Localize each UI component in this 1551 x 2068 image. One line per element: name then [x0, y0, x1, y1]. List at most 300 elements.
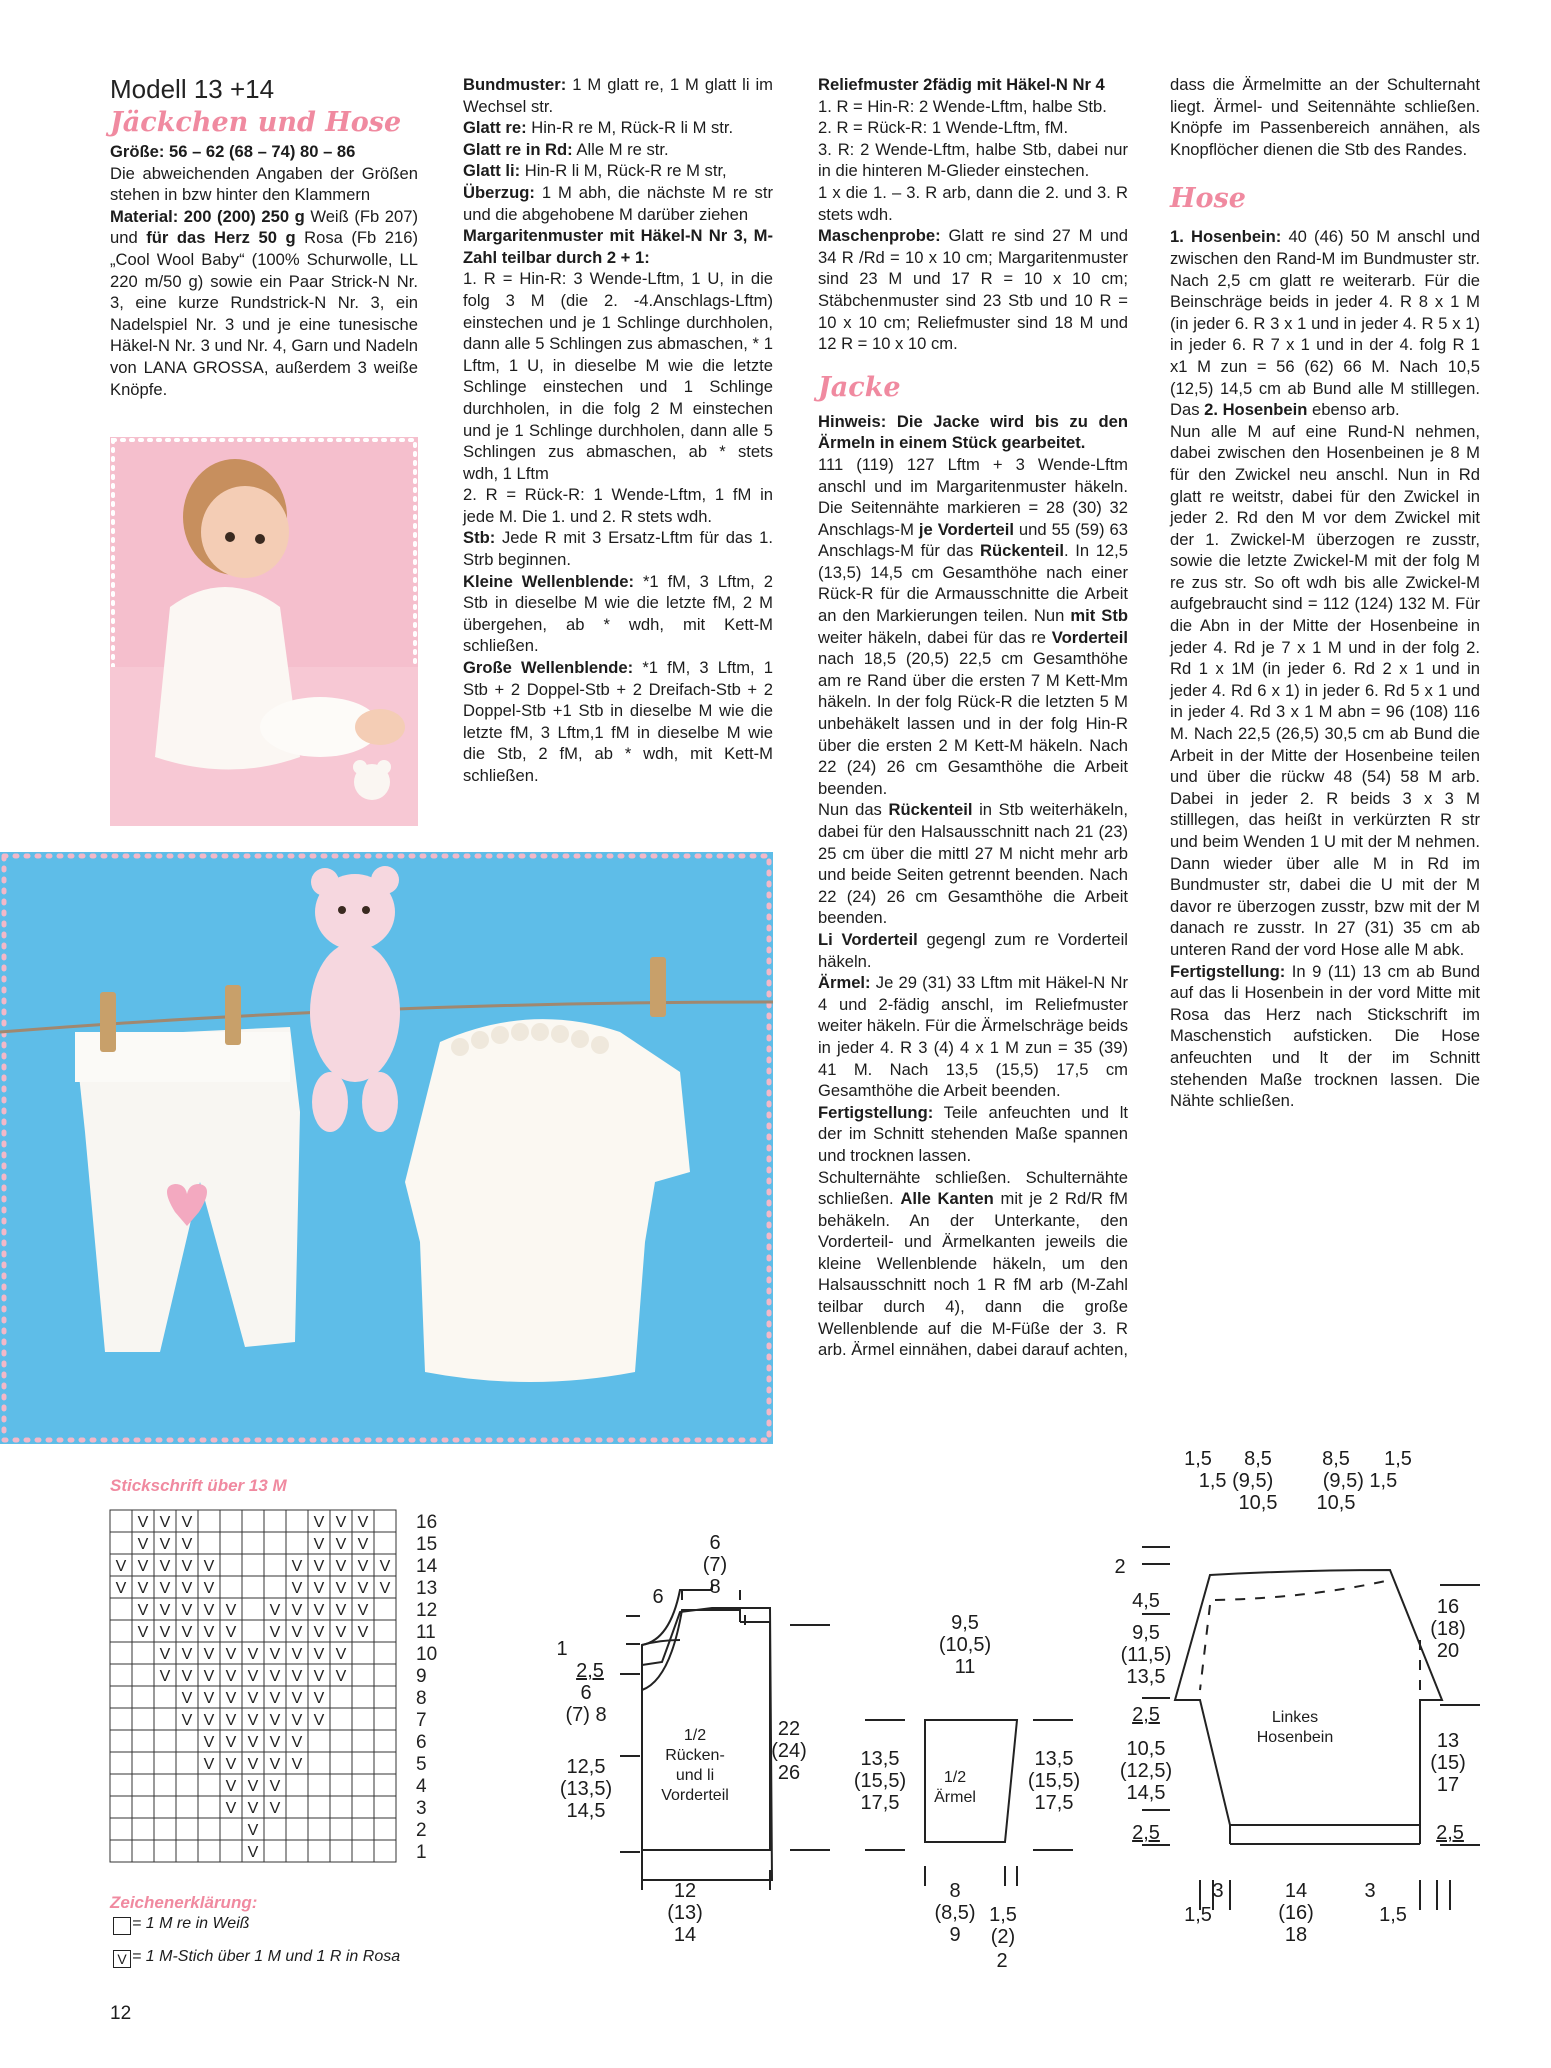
- material-heart: für das Herz 50 g: [146, 228, 296, 248]
- rueckenteil-text-1: Nun das: [818, 800, 889, 820]
- chart-cell: [264, 1840, 286, 1862]
- ueberzug-label: Überzug:: [463, 182, 535, 202]
- chart-cell: [220, 1840, 242, 1862]
- bundmuster-text: 1 M glatt re, 1 M glatt li im Wechsel str.: [463, 75, 773, 116]
- chart-stitch-mark: V: [247, 1756, 259, 1773]
- chart-cell: [110, 1752, 132, 1774]
- chart-stitch-mark: V: [203, 1624, 215, 1641]
- chart-stitch-mark: V: [225, 1712, 237, 1729]
- chart-stitch-mark: V: [247, 1668, 259, 1685]
- chart-stitch-mark: V: [313, 1580, 325, 1597]
- pattern-subtitle: Jäckchen und Hose: [110, 107, 402, 138]
- chart-cell: [374, 1620, 396, 1642]
- chart-cell: [110, 1774, 132, 1796]
- sleeve-left-height: 13,5 (15,5) 17,5: [853, 1748, 907, 1814]
- instructions-column-3: [818, 74, 1128, 1361]
- chart-stitch-mark: V: [269, 1734, 281, 1751]
- chart-cell: [110, 1510, 132, 1532]
- chart-row-number: 15: [416, 1534, 438, 1555]
- pants-left-f: 2,5: [1132, 1822, 1160, 1844]
- chart-cell: [132, 1642, 154, 1664]
- chart-cell: [198, 1796, 220, 1818]
- aermel-label: Ärmel:: [818, 973, 871, 993]
- hosenbein-label: 1. Hosenbein:: [1170, 227, 1282, 247]
- chart-row-number: 2: [416, 1820, 427, 1841]
- chart-stitch-mark: V: [357, 1624, 369, 1641]
- chart-stitch-mark: V: [335, 1514, 347, 1531]
- chart-cell: [198, 1818, 220, 1840]
- chart-stitch-mark: V: [247, 1822, 259, 1839]
- chart-cell: [352, 1730, 374, 1752]
- chart-cell: [110, 1686, 132, 1708]
- pants-left-e: 10,5 (12,5) 14,5: [1119, 1738, 1173, 1804]
- chart-stitch-mark: V: [313, 1536, 325, 1553]
- hinweis-label: Hinweis: Die Jacke wird bis zu den Ärmeln in einem Stück gearbeitet.: [818, 411, 1128, 453]
- clothesline-photo: [0, 852, 773, 1444]
- chart-stitch-mark: V: [335, 1646, 347, 1663]
- chart-cell: [286, 1510, 308, 1532]
- chart-cell: [352, 1774, 374, 1796]
- chart-stitch-mark: V: [225, 1800, 237, 1817]
- chart-cell: [286, 1818, 308, 1840]
- chart-stitch-mark: V: [247, 1778, 259, 1795]
- reliefmuster-row1: 1. R = Hin-R: 2 Wende-Lftm, halbe Stb.: [818, 96, 1107, 116]
- chart-cell: [176, 1818, 198, 1840]
- chart-cell: [242, 1620, 264, 1642]
- clothesline-illustration: [0, 852, 773, 1444]
- jacke-text-3: . In 12,5 (13,5) 14,5 cm Gesamthöhe nach einer Rück-R für die Armausschnitte die Arbeit an den Markierungen teilen. Nun: [818, 541, 1129, 626]
- jacke-text-5: nach 18,5 (20,5) 22,5 cm Gesamthöhe am re Rand über die ersten 7 M Kett-Mm häkeln. In der folg Rück-R die letzten 5 M unbehäkelt lassen und in der folg Hin-R über die ersten 2 M Kett-M häkeln. Nach 22 (24) 26 cm Gesamthöhe die Arbeit beenden.: [818, 649, 1128, 798]
- back-neck-depth-2: 2,5: [576, 1660, 604, 1682]
- chart-cell: [154, 1774, 176, 1796]
- chart-row-number: 13: [416, 1578, 438, 1599]
- chart-stitch-mark: V: [159, 1602, 171, 1619]
- pants-left-d: 2,5: [1132, 1704, 1160, 1726]
- chart-stitch-mark: V: [291, 1558, 303, 1575]
- back-bottom-width: 12 (13) 14: [667, 1880, 703, 1946]
- empty-cell-symbol: [113, 1917, 131, 1935]
- rueckenteil-label-2: Rückenteil: [888, 800, 973, 820]
- glatt-re-rd-text: Alle M re str.: [572, 139, 669, 159]
- chart-stitch-mark: V: [291, 1734, 303, 1751]
- chart-row-number: 7: [416, 1710, 427, 1731]
- chart-cell: [374, 1598, 396, 1620]
- chart-stitch-mark: V: [357, 1536, 369, 1553]
- material-text: Weiß (Fb 207) und: [110, 206, 418, 248]
- sleeve-increase-1: 1,5: [989, 1904, 1017, 1926]
- chart-stitch-mark: V: [159, 1558, 171, 1575]
- margaritenmuster-label: Margaritenmuster mit Häkel-N Nr 3, M-Zahl teilbar durch 2 + 1:: [463, 226, 773, 267]
- chart-stitch-mark: V: [247, 1734, 259, 1751]
- glatt-re-rd-label: Glatt re in Rd:: [463, 139, 573, 159]
- chart-cell: [132, 1730, 154, 1752]
- chart-stitch-mark: V: [313, 1668, 325, 1685]
- chart-cell: [308, 1774, 330, 1796]
- chart-cell: [220, 1532, 242, 1554]
- chart-cell: [176, 1752, 198, 1774]
- pants-top-6: (9,5) 1,5: [1322, 1470, 1398, 1492]
- chart-cell: [330, 1796, 352, 1818]
- chart-stitch-mark: V: [269, 1624, 281, 1641]
- hosenbein-2-text: ebenso arb.: [1307, 400, 1400, 420]
- chart-cell: [110, 1532, 132, 1554]
- chart-cell: [176, 1840, 198, 1862]
- chart-cell: [286, 1774, 308, 1796]
- chart-stitch-mark: V: [247, 1800, 259, 1817]
- chart-cell: [154, 1818, 176, 1840]
- chart-stitch-mark: V: [159, 1646, 171, 1663]
- chart-stitch-mark: V: [225, 1646, 237, 1663]
- reliefmuster-row2: 2. R = Rück-R: 1 Wende-Lftm, fM.: [818, 118, 1069, 138]
- pants-left-a: 2: [1114, 1556, 1126, 1578]
- chart-cell: [330, 1752, 352, 1774]
- chart-stitch-mark: V: [247, 1844, 259, 1861]
- chart-cell: [374, 1664, 396, 1686]
- chart-stitch-mark: V: [313, 1712, 325, 1729]
- chart-cell: [220, 1576, 242, 1598]
- embroidery-chart: [108, 1498, 448, 1868]
- grosse-wellenblende-label: Große Wellenblende:: [463, 658, 634, 678]
- chart-stitch-mark: V: [137, 1602, 149, 1619]
- instructions-column-4: [1170, 74, 1480, 1112]
- back-body-length: 12,5 (13,5) 14,5: [559, 1756, 613, 1822]
- chart-stitch-mark: V: [159, 1668, 171, 1685]
- chart-stitch-mark: V: [291, 1580, 303, 1597]
- chart-stitch-mark: V: [203, 1580, 215, 1597]
- pants-left-c: 9,5 (11,5) 13,5: [1120, 1622, 1172, 1688]
- chart-cell: [198, 1774, 220, 1796]
- chart-cell: [352, 1664, 374, 1686]
- chart-stitch-mark: V: [203, 1690, 215, 1707]
- chart-stitch-mark: V: [225, 1778, 237, 1795]
- chart-cell: [220, 1818, 242, 1840]
- chart-cell: [132, 1752, 154, 1774]
- kanten-text-1: Schulternähte schließen. Schulternähte schließen.: [818, 1167, 1128, 1209]
- chart-stitch-mark: V: [181, 1668, 193, 1685]
- chart-cell: [220, 1510, 242, 1532]
- chart-stitch-mark: V: [291, 1668, 303, 1685]
- pants-bottom-d: 3: [1364, 1880, 1376, 1902]
- baby-photo: [110, 437, 418, 826]
- jacke-heading: Jacke: [818, 371, 901, 403]
- chart-stitch-mark: V: [159, 1580, 171, 1597]
- hose-body-text: Nun alle M auf eine Rund-N nehmen, dabei zwischen den Hosenbeinen je 8 M für den Zwickel neu anschl. Nun in Rd glatt re weitstr, dabei für den Zwickel in jeder 2. Rd den M vor dem Zwickel mit der 1. Zwickel-M überzogen re zusstr, sowie die letzte Zwickel-M mit der folg M re zus str. So oft wdh bis alle Zwickel-M aufgebraucht sind = 112 (124) 132 M. Für die Abn in der Mitte der Hosenbeine in jeder 4. Rd je 7 x 1 M und in der folg 2. Rd 1 x 1M (in jeder 6. Rd 2 x 1 und in jeder 4. Rd 6 x 1) in jeder 6. Rd 5 x 1 und in jeder 4. Rd 3 x 1 M abn = 96 (108) 116 M. Nach 22,5 (26,5) 30,5 cm ab Bund die Arbeit in der Mitte der Hosenbeine teilen und über die rückw 48 (54) 58 M arb. Dabei in jeder 2. R beids 3 x 3 M stilllegen, das heißt in verkürzten R str und beim Wenden 1 U mit der M nehmen. Dann wieder über alle M in Rd im Bundmuster str, dabei die U mit der M davor re überzogen zusstr, bzw mit der M danach re zusstr. In 27 (31) 35 cm ab unteren Rand der vord Hose alle M abk.: [1170, 421, 1480, 959]
- chart-cell: [242, 1532, 264, 1554]
- chart-row-number: 3: [416, 1798, 427, 1819]
- bundmuster-label: Bundmuster:: [463, 75, 567, 94]
- chart-cell: [110, 1664, 132, 1686]
- chart-stitch-mark: V: [181, 1536, 193, 1553]
- chart-cell: [374, 1708, 396, 1730]
- chart-stitch-mark: V: [137, 1514, 149, 1531]
- chart-cell: [330, 1840, 352, 1862]
- sleeve-top-width: 9,5 (10,5) 11: [938, 1612, 992, 1678]
- chart-row-number: 11: [416, 1622, 436, 1643]
- reliefmuster-row3: 3. R: 2 Wende-Lftm, halbe Stb, dabei nur in die hinteren M-Glieder einstechen.: [818, 139, 1128, 181]
- chart-cell: [352, 1686, 374, 1708]
- chart-stitch-mark: V: [225, 1756, 237, 1773]
- chart-cell: [264, 1554, 286, 1576]
- chart-cell: [352, 1796, 374, 1818]
- jacke-text-2: und 55 (59) 63 Anschlags-M für das: [818, 519, 1128, 561]
- glatt-li-text: Hin-R li M, Rück-R re M str,: [520, 161, 727, 181]
- chart-cell: [132, 1664, 154, 1686]
- chart-row-number: 9: [416, 1666, 427, 1687]
- vorderteil-label: Vorderteil: [1051, 627, 1128, 647]
- chart-cell: [374, 1774, 396, 1796]
- pants-right-c: 2,5: [1436, 1822, 1464, 1844]
- chart-stitch-mark: V: [291, 1602, 303, 1619]
- chart-cell: [286, 1532, 308, 1554]
- chart-cell: [374, 1510, 396, 1532]
- chart-stitch-mark: V: [291, 1690, 303, 1707]
- chart-row-number: 10: [416, 1644, 438, 1665]
- chart-stitch-mark: V: [357, 1580, 369, 1597]
- hose-heading: Hose: [1170, 183, 1246, 215]
- chart-cell: [110, 1642, 132, 1664]
- chart-stitch-mark: V: [137, 1536, 149, 1553]
- chart-cell: [330, 1708, 352, 1730]
- hose-fertigstellung-text: In 9 (11) 13 cm ab Bund auf das li Hosenbein in der vord Mitte mit Rosa das Herz nach Stickschrift im Maschenstich aufsticken. Die Hose anfeuchten und lt der im Schnitt stehenden Maße trocknen lassen. Die Nähte schließen.: [1170, 961, 1480, 1111]
- chart-stitch-mark: V: [159, 1624, 171, 1641]
- legend-title: Zeichenerklärung:: [110, 1893, 258, 1912]
- chart-cell: [176, 1774, 198, 1796]
- chart-cell: [308, 1796, 330, 1818]
- sleeve-increase-2: (2): [990, 1926, 1016, 1948]
- chart-stitch-mark: V: [181, 1624, 193, 1641]
- chart-cell: [176, 1730, 198, 1752]
- chart-cell: [132, 1686, 154, 1708]
- chart-cell: [110, 1818, 132, 1840]
- li-vorderteil-text: gegengl zum re Vorderteil häkeln.: [818, 929, 1128, 971]
- rueckenteil-label: Rückenteil: [980, 541, 1064, 561]
- chart-cell: [132, 1774, 154, 1796]
- margaritenmuster-row1: 1. R = Hin-R: 3 Wende-Lftm, 1 U, in die folg 3 M (die 2. -4.Anschlags-Lftm) einstechen und je 1 Schlinge durchholen, dann alle 5 Schlingen zus abmaschen, * 1 Lftm, 1 U, in dieselbe M wie die letzte Schlinge einstechen und 1 Schlinge durchholen, in die folg 2 M einstechen und je 1 Schlinge durchholen, dann alle 5 Schlingen zus abmaschen, ab * stets wdh, 1 Lftm: [463, 269, 773, 483]
- sleeve-bottom-width: 8 (8,5) 9: [934, 1880, 976, 1946]
- chart-cell: [198, 1510, 220, 1532]
- chart-stitch-mark: V: [137, 1558, 149, 1575]
- back-total-height: 22 (24) 26: [771, 1718, 807, 1784]
- stb-label: Stb:: [463, 528, 496, 548]
- chart-cell: [154, 1840, 176, 1862]
- chart-stitch-mark: V: [159, 1536, 171, 1553]
- chart-stitch-mark: V: [181, 1712, 193, 1729]
- mit-stb: mit Stb: [1070, 606, 1129, 626]
- chart-stitch-mark: V: [181, 1690, 193, 1707]
- chart-cell: [374, 1818, 396, 1840]
- chart-stitch-mark: V: [137, 1580, 149, 1597]
- aermel-text: Je 29 (31) 33 Lftm mit Häkel-N Nr 4 und 2-fädig anschl, im Reliefmuster weiter häkeln. Für die Ärmelschräge beids in jeder 4. R 3 (4) 4 x 1 M zun = 35 (39) 41 M. Nach 13,5 (15,5) 17,5 cm Gesamthöhe die Arbeit beenden.: [818, 973, 1128, 1101]
- chart-stitch-mark: V: [181, 1646, 193, 1663]
- pants-top-4: 1,5: [1384, 1448, 1412, 1470]
- chart-cell: [264, 1818, 286, 1840]
- pants-bottom-a: 3: [1212, 1880, 1224, 1902]
- sleeve-right-height: 13,5 (15,5) 17,5: [1027, 1748, 1081, 1814]
- chart-cell: [132, 1708, 154, 1730]
- chart-stitch-mark: V: [379, 1580, 391, 1597]
- ueberzug-text: 1 M abh, die nächste M re str und die abgehobene M darüber ziehen: [463, 182, 773, 224]
- chart-cell: [308, 1818, 330, 1840]
- chart-stitch-mark: V: [335, 1668, 347, 1685]
- pants-top-8: 10,5: [1316, 1492, 1356, 1514]
- back-neck-width: 6 (7) 8: [702, 1532, 728, 1598]
- chart-stitch-mark: V: [357, 1602, 369, 1619]
- chart-stitch-mark: V: [247, 1646, 259, 1663]
- pants-right-b: 13 (15) 17: [1430, 1730, 1466, 1796]
- chart-cell: [220, 1554, 242, 1576]
- chart-stitch-mark: V: [115, 1580, 127, 1597]
- chart-stitch-mark: V: [247, 1712, 259, 1729]
- chart-stitch-mark: V: [269, 1690, 281, 1707]
- chart-cell: [198, 1840, 220, 1862]
- chart-cell: [110, 1796, 132, 1818]
- back-piece-label: 1/2 Rücken- und li Vorderteil: [661, 1727, 729, 1804]
- fertigstellung-text: Teile anfeuchten und lt der im Schnitt stehenden Maße spannen und trocknen lassen.: [818, 1102, 1128, 1165]
- chart-stitch-mark: V: [181, 1580, 193, 1597]
- chart-stitch-mark: V: [269, 1668, 281, 1685]
- pants-top-7: 10,5: [1238, 1492, 1278, 1514]
- chart-cell: [352, 1818, 374, 1840]
- legend-entry-2: = 1 M-Stich über 1 M und 1 R in Rosa: [132, 1948, 401, 1965]
- chart-stitch-mark: V: [225, 1668, 237, 1685]
- chart-stitch-mark: V: [225, 1624, 237, 1641]
- chart-stitch-mark: V: [269, 1712, 281, 1729]
- pants-bottom-b: 1,5: [1184, 1904, 1212, 1926]
- hosenbein-text: 40 (46) 50 M anschl und zwischen den Rand-M im Bundmuster str. Nach 2,5 cm glatt re weiterarb. Für die Beinschräge beids in jeder 4. R 8 x 1 M (in jeder 6. R 3 x 1 und in jeder 4. R 5 x 1) in jeder 6. R 7 x 1 und in der 4. folg R 1 x1 M zun = 56 (62) 66 M. Nach 10,5 (12,5) 14,5 cm ab Bund alle M stilllegen. Das: [1170, 227, 1480, 420]
- chart-stitch-mark: V: [313, 1558, 325, 1575]
- chart-cell: [330, 1686, 352, 1708]
- chart-stitch-mark: V: [269, 1602, 281, 1619]
- chart-stitch-mark: V: [357, 1514, 369, 1531]
- chart-stitch-mark: V: [203, 1712, 215, 1729]
- jacke-continuation: dass die Ärmelmitte an der Schulternaht liegt. Ärmel- und Seitennähte schließen. Knöpfe im Passenbereich annähen, als Knopflöcher dienen die Stb des Randes.: [1170, 75, 1480, 159]
- size-note: Die abweichenden Angaben der Größen stehen in bzw hinter den Klammern: [110, 163, 418, 205]
- chart-stitch-mark: V: [203, 1602, 215, 1619]
- hosenbein-2-label: 2. Hosenbein: [1204, 400, 1308, 420]
- chart-caption: Stickschrift über 13 M: [110, 1476, 287, 1495]
- chart-cell: [154, 1752, 176, 1774]
- hose-fertigstellung-label: Fertigstellung:: [1170, 961, 1286, 981]
- pants-diagram: [1120, 1540, 1550, 1960]
- chart-cell: [374, 1532, 396, 1554]
- chart-row-number: 14: [416, 1556, 438, 1577]
- rueckenteil-text-2: in Stb weiterhäkeln, dabei für den Halsausschnitt nach 21 (23) 25 cm über die mittl 27 M nicht mehr arb und beide Seiten getrennt beenden. Nach 22 (24) 26 cm Gesamthöhe die Arbeit beenden.: [818, 800, 1128, 928]
- chart-cell: [264, 1576, 286, 1598]
- pants-right-a: 16 (18) 20: [1430, 1596, 1466, 1662]
- chart-stitch-mark: V: [313, 1602, 325, 1619]
- chart-cell: [374, 1840, 396, 1862]
- chart-stitch-mark: V: [335, 1602, 347, 1619]
- baby-illustration: [110, 437, 418, 826]
- v-cell-symbol: V: [113, 1950, 131, 1968]
- grosse-wellenblende-text: *1 fM, 3 Lftm, 1 Stb + 2 Doppel-Stb + 2 Dreifach-Stb + 2 Doppel-Stb +1 Stb in dieselbe M wie die letzte fM, 3 Lftm,1 fM in dieselbe M wie die Stb, 2 fM, ab * wdh, mit Kett-M schließen.: [463, 658, 774, 785]
- chart-cell: [110, 1730, 132, 1752]
- back-neck-depth-1: 1: [556, 1638, 568, 1660]
- chart-cell: [132, 1840, 154, 1862]
- chart-cell: [154, 1730, 176, 1752]
- glatt-li-label: Glatt li:: [463, 161, 521, 181]
- glatt-re-label: Glatt re:: [463, 118, 527, 138]
- chart-row-number: 16: [416, 1512, 438, 1533]
- chart-stitch-mark: V: [203, 1734, 215, 1751]
- chart-stitch-mark: V: [247, 1690, 259, 1707]
- chart-stitch-mark: V: [313, 1514, 325, 1531]
- chart-cell: [132, 1818, 154, 1840]
- chart-cell: [352, 1840, 374, 1862]
- intro-column: [110, 141, 418, 400]
- pants-top-3: 8,5: [1322, 1448, 1350, 1470]
- chart-cell: [330, 1774, 352, 1796]
- chart-row-number: 4: [416, 1776, 427, 1797]
- pants-label: Linkes Hosenbein: [1256, 1709, 1334, 1746]
- chart-stitch-mark: V: [181, 1602, 193, 1619]
- chart-stitch-mark: V: [313, 1624, 325, 1641]
- chart-cell: [264, 1532, 286, 1554]
- chart-cell: [330, 1818, 352, 1840]
- chart-cell: [308, 1840, 330, 1862]
- chart-stitch-mark: V: [357, 1558, 369, 1575]
- jacke-text-1: 111 (119) 127 Lftm + 3 Wende-Lftm anschl und im Margaritenmuster häkeln. Die Seitennähte markieren = 28 (30) 32 Anschlags-M: [818, 454, 1128, 539]
- chart-stitch-mark: V: [181, 1558, 193, 1575]
- margaritenmuster-row2: 2. R = Rück-R: 1 Wende-Lftm, 1 fM in jede M. Die 1. und 2. R stets wdh.: [463, 485, 773, 526]
- chart-cell: [352, 1708, 374, 1730]
- instructions-column-2: [463, 74, 773, 787]
- chart-cell: [374, 1686, 396, 1708]
- size-label: Größe: 56 – 62 (68 – 74) 80 – 86: [110, 142, 356, 161]
- chart-stitch-mark: V: [225, 1602, 237, 1619]
- chart-stitch-mark: V: [291, 1646, 303, 1663]
- chart-cell: [242, 1598, 264, 1620]
- pants-left-b: 4,5: [1132, 1590, 1160, 1612]
- chart-stitch-mark: V: [335, 1536, 347, 1553]
- chart-stitch-mark: V: [379, 1558, 391, 1575]
- kanten-text-2: mit je 2 Rd/R fM behäkeln. An der Unterkante, den Vorderteil- und Ärmelkanten jeweils die kleine Wellenblende häkeln, um den Halsausschnitt noch 1 R fM arb (M-Zahl teilbar durch 4), dann die große Wellenblende auf die M-Füße der 3. R arb. Ärmel einnähen, dabei darauf achten,: [818, 1189, 1128, 1360]
- pants-bottom-c: 14 (16) 18: [1278, 1880, 1314, 1946]
- glatt-re-text: Hin-R re M, Rück-R li M str.: [526, 118, 734, 138]
- chart-cell: [330, 1730, 352, 1752]
- chart-stitch-mark: V: [137, 1624, 149, 1641]
- kleine-wellenblende-text: *1 fM, 3 Lftm, 2 Stb in dieselbe M wie die letzte fM, 2 M übergehen, ab * wdh, mit Kett-M schließen.: [463, 571, 773, 656]
- maschenprobe-text: Glatt re sind 27 M und 34 R /Rd = 10 x 10 cm; Margaritenmuster sind 23 M und 17 R = 10 x 10 cm; Stäbchenmuster sind 23 Stb und 10 R = 10 x 10 cm; Reliefmuster sind 18 M und 12 R = 10 x 10 cm.: [818, 226, 1128, 354]
- chart-stitch-mark: V: [269, 1800, 281, 1817]
- chart-cell: [198, 1532, 220, 1554]
- chart-cell: [374, 1752, 396, 1774]
- chart-cell: [154, 1796, 176, 1818]
- pants-top-5: 1,5 (9,5): [1198, 1470, 1274, 1492]
- chart-stitch-mark: V: [269, 1756, 281, 1773]
- chart-cell: [176, 1796, 198, 1818]
- chart-stitch-mark: V: [313, 1646, 325, 1663]
- chart-stitch-mark: V: [335, 1580, 347, 1597]
- chart-row-number: 12: [416, 1600, 438, 1621]
- material-text-2: Rosa (Fb 216) „Cool Wool Baby“ (100% Schurwolle, LL 220 m/50 g) sowie ein Paar Strick-N Nr. 3, eine kurze Rundstrick-N Nr. 3, ein Nadelspiel Nr. 3 und je eine tunesische Häkel-N Nr. 3 und Nr. 4, Garn und Nadeln von LANA GROSSA, außerdem 3 weiße Knöpfe.: [110, 228, 419, 399]
- chart-stitch-mark: V: [203, 1646, 215, 1663]
- chart-stitch-mark: V: [291, 1712, 303, 1729]
- chart-stitch-mark: V: [269, 1778, 281, 1795]
- chart-stitch-mark: V: [203, 1558, 215, 1575]
- chart-stitch-mark: V: [291, 1756, 303, 1773]
- fertigstellung-label: Fertigstellung:: [818, 1102, 934, 1122]
- chart-cell: [132, 1796, 154, 1818]
- stb-text: Jede R mit 3 Ersatz-Lftm für das 1. Strb beginnen.: [463, 528, 773, 570]
- chart-cell: [242, 1510, 264, 1532]
- maschenprobe-label: Maschenprobe:: [818, 226, 941, 246]
- chart-cell: [374, 1642, 396, 1664]
- pants-bottom-e: 1,5: [1379, 1904, 1407, 1926]
- model-title: Modell 13 +14: [110, 74, 275, 104]
- chart-cell: [242, 1554, 264, 1576]
- chart-cell: [374, 1796, 396, 1818]
